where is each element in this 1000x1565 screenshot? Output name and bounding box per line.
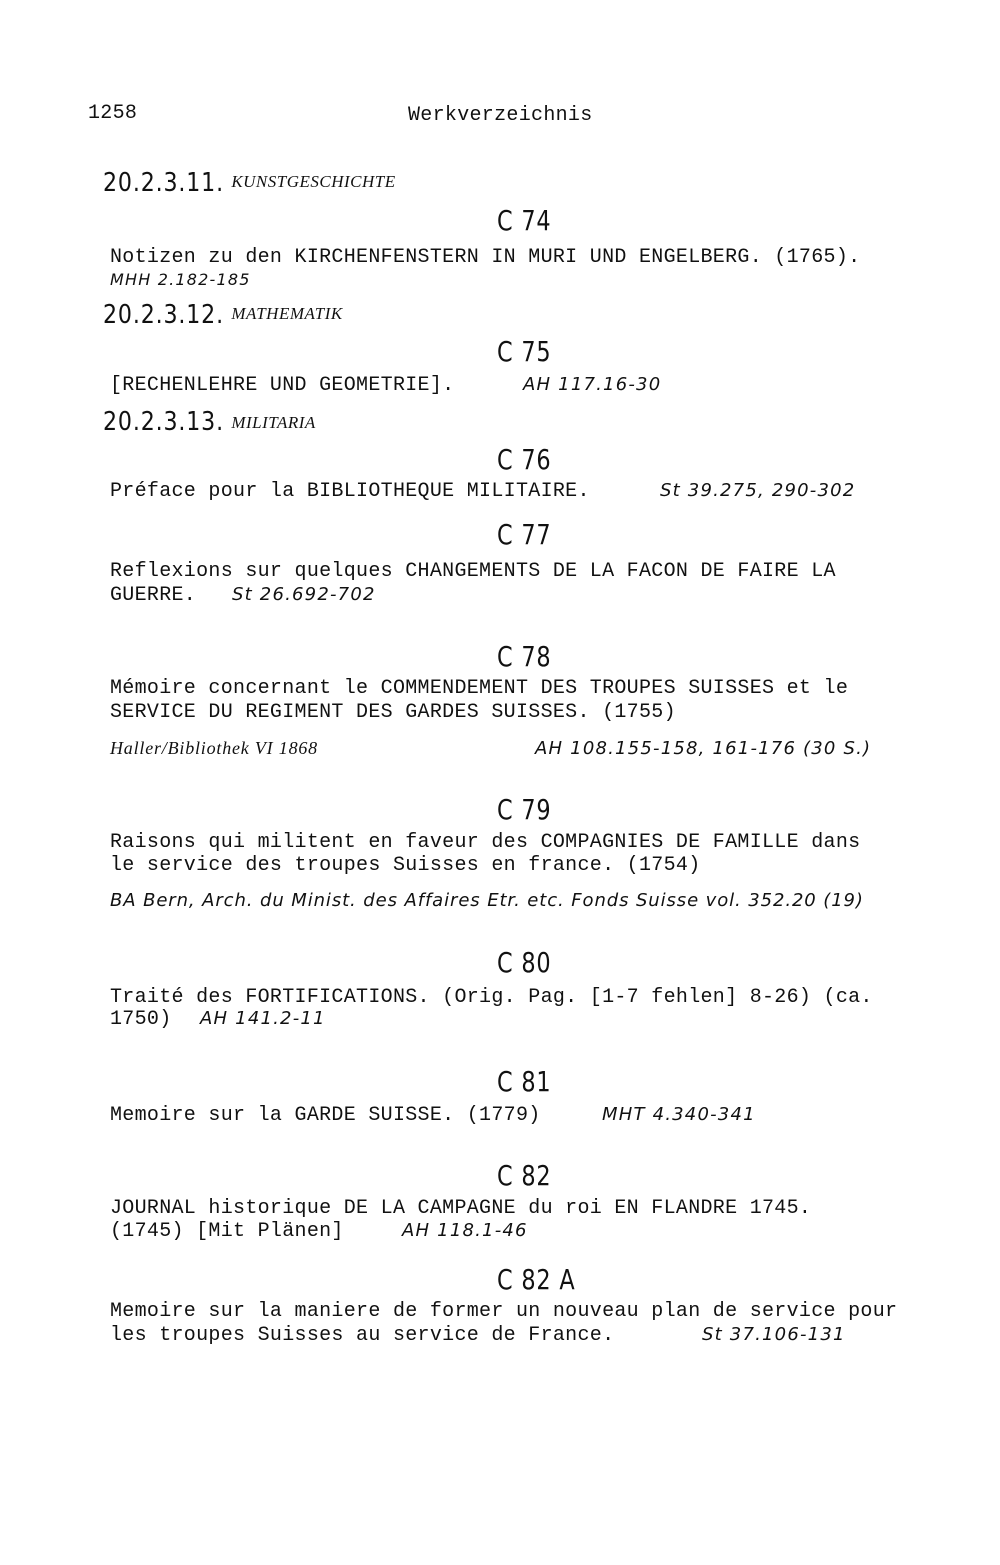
entry-code: C 82	[497, 1159, 552, 1192]
entry-reference: AH 141.2-11	[200, 1008, 326, 1029]
entry-code: C 78	[497, 640, 552, 673]
section-heading-kunstgeschichte	[103, 168, 424, 198]
entry-code: C 76	[497, 443, 552, 476]
entry-text-line: JOURNAL historique DE LA CAMPAGNE du roi EN FLANDRE 1745.	[110, 1197, 812, 1220]
entry-reference-secondary: Haller/Bibliothek VI 1868	[110, 738, 318, 758]
entry-text-line: les troupes Suisses au service de France.	[110, 1324, 615, 1347]
entry-text-line: 1750)	[110, 1008, 172, 1031]
entry-reference: St 26.692-702	[232, 584, 376, 605]
section-label: MATHEMATIK	[231, 304, 343, 323]
entry-reference: BA Bern, Arch. du Minist. des Affaires Etr. etc. Fonds Suisse vol. 352.20 (19)	[110, 890, 864, 911]
section-heading-mathematik	[103, 300, 371, 330]
entry-text-line: (1745) [Mit Plänen]	[110, 1220, 344, 1243]
section-label: KUNSTGESCHICHTE	[231, 172, 396, 191]
entry-text-line: Memoire sur la maniere de former un nouveau plan de service pour	[110, 1300, 898, 1323]
entry-text-line: Memoire sur la GARDE SUISSE. (1779)	[110, 1104, 541, 1127]
entry-code: C 75	[497, 335, 552, 368]
entry-text-line: Notizen zu den KIRCHENFENSTERN IN MURI UND ENGELBERG. (1765).	[110, 246, 861, 269]
entry-reference: MHH 2.182-185	[110, 270, 251, 289]
entry-code: C 74	[497, 204, 552, 237]
entry-reference: AH 117.16-30	[523, 374, 662, 395]
page-number: 1258	[88, 102, 138, 125]
entry-text-line: Raisons qui militent en faveur des COMPAGNIES DE FAMILLE dans	[110, 831, 861, 854]
section-number: 20.2.3.11.	[103, 168, 224, 198]
entry-text-line: GUERRE.	[110, 584, 197, 607]
section-label: MILITARIA	[231, 413, 316, 432]
entry-reference: AH 118.1-46	[402, 1220, 528, 1241]
entry-text-line: [RECHENLEHRE UND GEOMETRIE].	[110, 374, 455, 397]
entry-code: C 80	[497, 946, 552, 979]
entry-text-line: Reflexions sur quelques CHANGEMENTS DE LA FACON DE FAIRE LA	[110, 560, 836, 583]
entry-code: C 82 A	[497, 1263, 576, 1296]
section-number: 20.2.3.13.	[103, 407, 224, 437]
entry-reference: St 37.106-131	[702, 1324, 846, 1345]
entry-text-line: le service des troupes Suisses en france. (1754)	[110, 854, 701, 877]
entry-text-line: Mémoire concernant le COMMENDEMENT DES TROUPES SUISSES et le	[110, 677, 849, 700]
entry-text-line: SERVICE DU REGIMENT DES GARDES SUISSES. (1755)	[110, 701, 676, 724]
entry-reference: St 39.275, 290-302	[660, 480, 856, 501]
entry-code: C 81	[497, 1065, 552, 1098]
entry-code: C 79	[497, 793, 552, 826]
entry-text-line: Préface pour la BIBLIOTHEQUE MILITAIRE.	[110, 480, 590, 503]
section-number: 20.2.3.12.	[103, 300, 224, 330]
entry-reference: AH 108.155-158, 161-176 (30 S.)	[535, 738, 872, 759]
running-title: Werkverzeichnis	[408, 104, 593, 127]
entry-code: C 77	[497, 518, 552, 551]
section-heading-militaria	[103, 407, 344, 437]
entry-reference: MHT 4.340-341	[602, 1104, 756, 1125]
entry-text-line: Traité des FORTIFICATIONS. (Orig. Pag. [1-7 fehlen] 8-26) (ca.	[110, 986, 873, 1009]
